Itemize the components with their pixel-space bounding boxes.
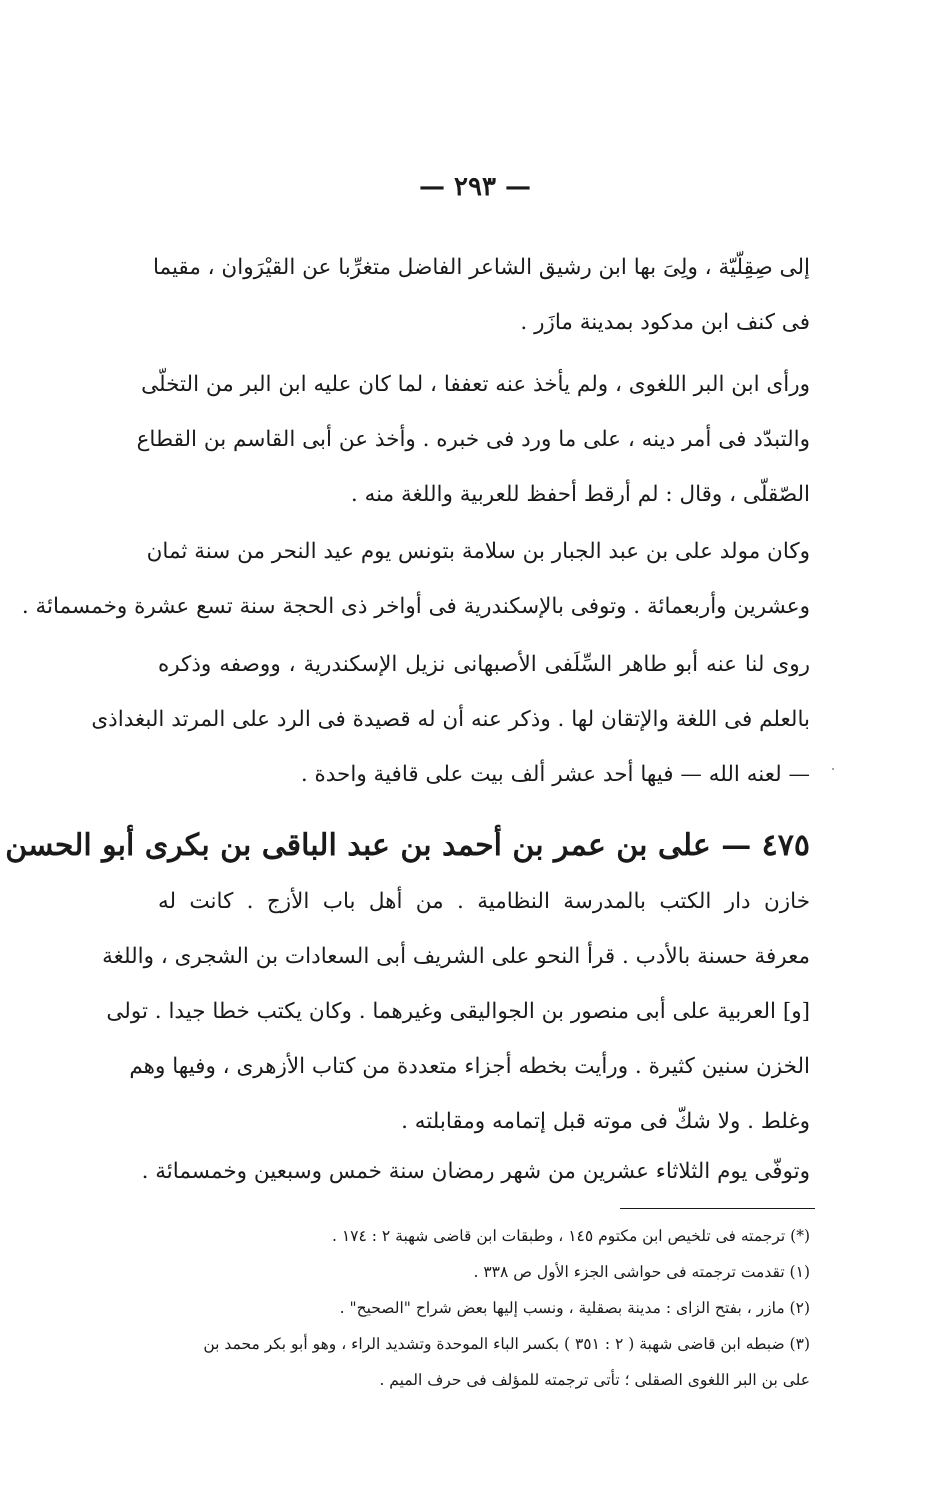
text-line: فى كنف ابن مدكود بمدينة مازَر .	[520, 310, 810, 335]
text-line: والتبدّد فى أمر دينه ، على ما ورد فى خبره . وأخذ عن أبى القاسم بن القطاع	[136, 427, 810, 452]
paragraph-2	[136, 357, 810, 522]
footnote: (*) ترجمته فى تلخيص ابن مكتوم ١٤٥ ، وطبقات ابن قاضى شهبة ٢ : ١٧٤ .	[331, 1227, 810, 1245]
entry-paragraph-1	[102, 874, 810, 1149]
footnote: (١) تقدمت ترجمته فى حواشى الجزء الأول ص ٣٣٨ .	[473, 1263, 810, 1281]
text-line: [و] العربية على أبى منصور بن الجواليقى وغيرهما . وكان يكتب خطا جيدا . تولى	[106, 999, 810, 1024]
text-line: بالعلم فى اللغة والإتقان لها . وذكر عنه أن له قصيدة فى الرد على المرتد البغداذى	[91, 707, 810, 732]
entry-heading	[5, 810, 810, 876]
text-line: الصّقلّى ، وقال : لم أرقط أحفظ للعربية واللغة منه .	[350, 482, 810, 507]
text-line: وكان مولد على بن عبد الجبار بن سلامة بتونس يوم عيد النحر من سنة ثمان	[146, 539, 810, 564]
entry-paragraph-2	[141, 1144, 810, 1199]
text-line: الخزن سنين كثيرة . ورأيت بخطه أجزاء متعددة من كتاب الأزهرى ، وفيها وهم	[129, 1054, 810, 1079]
footnote: (٢) مازر ، بفتح الزاى : مدينة بصقلية ، ونسب إليها بعض شراح "الصحيح" .	[339, 1299, 810, 1317]
paragraph-4	[91, 637, 810, 802]
text-line: وعشرين وأربعمائة . وتوفى بالإسكندرية فى أواخر ذى الحجة سنة تسع عشرة وخمسمائة .	[21, 594, 810, 619]
text-line: وغلط . ولا شكّ فى موته قبل إتمامه ومقابلته .	[401, 1109, 810, 1134]
entry-heading-text: ٤٧٥ — على بن عمر بن أحمد بن عبد الباقى بن بكرى أبو الحسن	[5, 828, 810, 863]
text-line: خازن دار الكتب بالمدرسة النظامية . من أهل باب الأزج . كانت له	[158, 889, 810, 914]
footnote: (٣) ضبطه ابن قاضى شهبة ( ٢ : ٣٥١ ) بكسر الباء الموحدة وتشديد الراء ، وهو أبو بكر محمد بن	[203, 1335, 810, 1353]
footnote-continuation: على بن البر اللغوى الصقلى ؛ تأتى ترجمته للمؤلف فى حرف الميم .	[379, 1371, 810, 1389]
text-line: وتوفّى يوم الثلاثاء عشرين من شهر رمضان سنة خمس وسبعين وخمسمائة .	[141, 1159, 810, 1184]
text-line: — لعنه الله — فيها أحد عشر ألف بيت على قافية واحدة .	[300, 762, 810, 787]
paragraph-3	[21, 524, 810, 634]
text-line: إلى صِقِلّيّة ، ولِىَ بها ابن رشيق الشاعر الفاضل متغرِّبا عن القيْرَوان ، مقيما	[152, 255, 810, 280]
footnotes	[158, 1218, 810, 1398]
text-line: معرفة حسنة بالأدب . قرأ النحو على الشريف أبى السعادات بن الشجرى ، واللغة	[102, 944, 810, 969]
scan-speck	[832, 768, 834, 770]
footnote-separator	[620, 1208, 815, 1209]
text-line: ورأى ابن البر اللغوى ، ولم يأخذ عنه تعففا ، لما كان عليه ابن البر من التخلّى	[141, 372, 810, 397]
page-number: — ٢٩٣ —	[418, 172, 532, 202]
paragraph-1	[152, 240, 810, 350]
text-line: روى لنا عنه أبو طاهر السِّلَفى الأصبهانى نزيل الإسكندرية ، ووصفه وذكره	[158, 652, 810, 677]
